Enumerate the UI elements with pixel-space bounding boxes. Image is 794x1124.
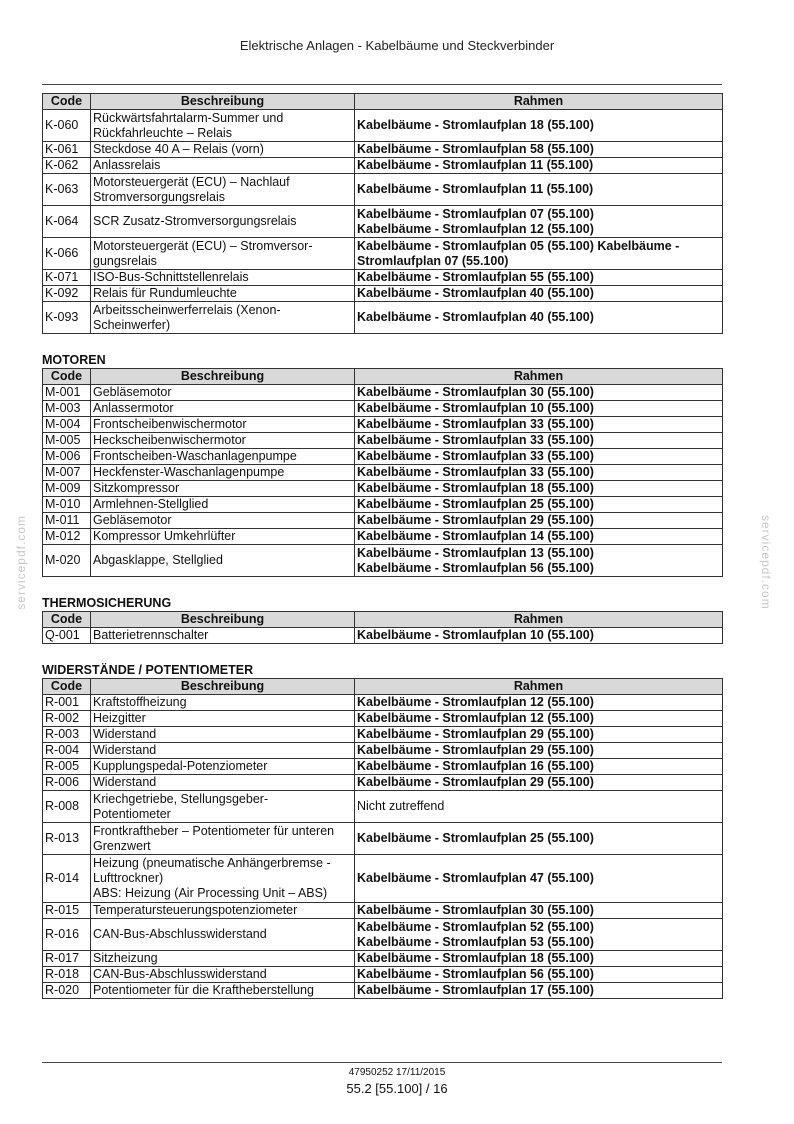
frame-line: Kabelbäume - Stromlaufplan 40 (55.100) <box>357 286 594 300</box>
column-header-code: Code <box>43 369 91 385</box>
column-header-description: Beschreibung <box>91 369 355 385</box>
frame-line: Stromlaufplan 07 (55.100) <box>357 253 509 268</box>
frame-line: Kabelbäume - Stromlaufplan 17 (55.100) <box>357 983 594 997</box>
row-code: R-003 <box>43 727 91 743</box>
row-code: M-009 <box>43 481 91 497</box>
row-frame <box>355 513 723 529</box>
description-line: Stromversorgungsrelais <box>93 189 225 204</box>
description-line: Kupplungspedal-Potenziometer <box>93 759 268 773</box>
row-frame <box>355 628 723 644</box>
row-code: M-020 <box>43 545 91 577</box>
row-description <box>91 142 355 158</box>
row-code: M-003 <box>43 401 91 417</box>
row-description <box>91 628 355 644</box>
frame-line: Kabelbäume - Stromlaufplan 18 (55.100) <box>357 118 594 132</box>
description-line: ISO-Bus-Schnittstellenrelais <box>93 270 249 284</box>
description-line: Heckfenster-Waschanlagenpumpe <box>93 465 285 479</box>
table-row <box>43 385 723 401</box>
table-row <box>43 983 723 999</box>
description-line: Abgasklappe, Stellglied <box>93 553 223 567</box>
table-row <box>43 142 723 158</box>
description-line: Gebläsemotor <box>93 385 172 399</box>
row-code: K-064 <box>43 206 91 238</box>
frame-line: Kabelbäume - Stromlaufplan 52 (55.100) <box>357 919 594 934</box>
section-title: WIDERSTÄNDE / POTENTIOMETER <box>42 663 254 677</box>
row-code: K-063 <box>43 174 91 206</box>
row-code: K-060 <box>43 110 91 142</box>
description-line: CAN-Bus-Abschlusswiderstand <box>93 927 267 941</box>
row-description <box>91 417 355 433</box>
frame-line: Kabelbäume - Stromlaufplan 29 (55.100) <box>357 727 594 741</box>
description-line: Relais für Rundumleuchte <box>93 286 237 300</box>
row-frame <box>355 529 723 545</box>
row-code: K-061 <box>43 142 91 158</box>
section-gap <box>42 577 722 595</box>
row-frame <box>355 727 723 743</box>
footer-doc-number: 47950252 17/11/2015 <box>348 1067 446 1078</box>
watermark-left: servicepdf.com <box>14 515 28 610</box>
row-description <box>91 903 355 919</box>
components-table <box>42 678 723 999</box>
table-row <box>43 433 723 449</box>
row-description <box>91 385 355 401</box>
header-divider <box>42 84 722 85</box>
row-code: R-014 <box>43 855 91 903</box>
row-description <box>91 855 355 903</box>
table-row <box>43 759 723 775</box>
row-frame <box>355 110 723 142</box>
table-row <box>43 628 723 644</box>
table-row <box>43 919 723 951</box>
description-line: Frontscheibenwischermotor <box>93 417 247 431</box>
frame-line: Kabelbäume - Stromlaufplan 11 (55.100) <box>357 182 594 196</box>
table-header-row <box>43 94 723 110</box>
frame-line: Kabelbäume - Stromlaufplan 12 (55.100) <box>357 695 594 709</box>
row-frame <box>355 903 723 919</box>
frame-line: Kabelbäume - Stromlaufplan 05 (55.100) Kabelbäume - <box>357 238 680 253</box>
table-header-row <box>43 369 723 385</box>
row-description <box>91 529 355 545</box>
row-description <box>91 513 355 529</box>
frame-line: Kabelbäume - Stromlaufplan 07 (55.100) <box>357 206 594 221</box>
frame-line: Kabelbäume - Stromlaufplan 33 (55.100) <box>357 465 594 479</box>
column-header-code: Code <box>43 94 91 110</box>
row-code: K-062 <box>43 158 91 174</box>
table-row <box>43 529 723 545</box>
frame-line: Kabelbäume - Stromlaufplan 33 (55.100) <box>357 417 594 431</box>
components-table <box>42 611 723 644</box>
row-description <box>91 695 355 711</box>
section-gap <box>42 334 722 352</box>
frame-line: Kabelbäume - Stromlaufplan 10 (55.100) <box>357 628 594 642</box>
description-line: Lufttrockner) <box>93 871 164 885</box>
row-description <box>91 759 355 775</box>
row-frame <box>355 545 723 577</box>
table-row <box>43 174 723 206</box>
table-row <box>43 903 723 919</box>
table-row <box>43 951 723 967</box>
description-line: Kriechgetriebe, Stellungsgeber- <box>93 791 269 806</box>
row-description <box>91 302 355 334</box>
column-header-description: Beschreibung <box>91 94 355 110</box>
table-row <box>43 711 723 727</box>
row-code: R-018 <box>43 967 91 983</box>
description-line: Motorsteuergerät (ECU) – Nachlauf <box>93 174 290 189</box>
table-row <box>43 158 723 174</box>
row-code: M-004 <box>43 417 91 433</box>
row-code: K-066 <box>43 238 91 270</box>
table-row <box>43 743 723 759</box>
description-line: ABS: Heizung (Air Processing Unit – ABS) <box>93 886 328 900</box>
row-frame <box>355 417 723 433</box>
frame-line: Kabelbäume - Stromlaufplan 29 (55.100) <box>357 743 594 757</box>
frame-line: Kabelbäume - Stromlaufplan 30 (55.100) <box>357 385 594 399</box>
page-header-title: Elektrische Anlagen - Kabelbäume und Steckverbinder <box>239 38 555 53</box>
table-row <box>43 302 723 334</box>
row-code: K-093 <box>43 302 91 334</box>
row-frame <box>355 465 723 481</box>
row-code: R-006 <box>43 775 91 791</box>
document-content <box>42 93 722 999</box>
row-description <box>91 481 355 497</box>
row-frame <box>355 385 723 401</box>
row-frame <box>355 401 723 417</box>
description-line: Motorsteuergerät (ECU) – Stromversor- <box>93 238 313 253</box>
frame-line: Kabelbäume - Stromlaufplan 58 (55.100) <box>357 142 594 156</box>
row-frame <box>355 270 723 286</box>
table-header-row <box>43 679 723 695</box>
row-code: R-015 <box>43 903 91 919</box>
description-line: Arbeitsscheinwerferrelais (Xenon- <box>93 302 281 317</box>
row-code: R-004 <box>43 743 91 759</box>
description-line: Kraftstoffheizung <box>93 695 187 709</box>
row-code: R-013 <box>43 823 91 855</box>
description-line: Scheinwerfer) <box>93 317 171 332</box>
row-frame <box>355 433 723 449</box>
row-frame <box>355 206 723 238</box>
row-description <box>91 206 355 238</box>
frame-line: Kabelbäume - Stromlaufplan 10 (55.100) <box>357 401 594 415</box>
frame-line: Kabelbäume - Stromlaufplan 14 (55.100) <box>357 529 594 543</box>
description-line: Widerstand <box>93 775 157 789</box>
frame-line: Kabelbäume - Stromlaufplan 11 (55.100) <box>357 158 594 172</box>
column-header-code: Code <box>43 679 91 695</box>
row-description <box>91 433 355 449</box>
description-line: Gebläsemotor <box>93 513 172 527</box>
frame-line: Kabelbäume - Stromlaufplan 12 (55.100) <box>357 221 594 236</box>
row-frame <box>355 142 723 158</box>
row-code: R-002 <box>43 711 91 727</box>
row-frame <box>355 951 723 967</box>
description-line: Heizgitter <box>93 711 146 725</box>
description-line: Rückwärtsfahrtalarm-Summer und <box>93 110 284 125</box>
description-line: Frontkraftheber – Potentiometer für unteren <box>93 823 335 838</box>
table-row <box>43 695 723 711</box>
row-frame <box>355 743 723 759</box>
row-description <box>91 174 355 206</box>
table-header-row <box>43 612 723 628</box>
row-code: R-005 <box>43 759 91 775</box>
row-code: R-001 <box>43 695 91 711</box>
frame-line: Kabelbäume - Stromlaufplan 18 (55.100) <box>357 481 594 495</box>
row-code: M-010 <box>43 497 91 513</box>
frame-line: Kabelbäume - Stromlaufplan 29 (55.100) <box>357 775 594 789</box>
description-line: Heckscheibenwischermotor <box>93 433 246 447</box>
description-line: CAN-Bus-Abschlusswiderstand <box>93 967 267 981</box>
row-frame <box>355 711 723 727</box>
row-description <box>91 465 355 481</box>
description-line: Heizung (pneumatische Anhängerbremse - <box>93 856 331 870</box>
table-row <box>43 513 723 529</box>
table-row <box>43 206 723 238</box>
row-description <box>91 270 355 286</box>
frame-line: Kabelbäume - Stromlaufplan 18 (55.100) <box>357 951 594 965</box>
table-row <box>43 545 723 577</box>
row-description <box>91 158 355 174</box>
row-description <box>91 449 355 465</box>
column-header-description: Beschreibung <box>91 679 355 695</box>
row-description <box>91 967 355 983</box>
description-line: Grenzwert <box>93 838 151 853</box>
row-frame <box>355 481 723 497</box>
table-row <box>43 967 723 983</box>
table-row <box>43 417 723 433</box>
frame-line: Kabelbäume - Stromlaufplan 25 (55.100) <box>357 831 594 845</box>
table-row <box>43 823 723 855</box>
table-row <box>43 238 723 270</box>
row-description <box>91 823 355 855</box>
column-header-frame: Rahmen <box>355 612 723 628</box>
frame-line: Kabelbäume - Stromlaufplan 25 (55.100) <box>357 497 594 511</box>
frame-line: Kabelbäume - Stromlaufplan 13 (55.100) <box>357 545 594 560</box>
row-code: R-020 <box>43 983 91 999</box>
table-row <box>43 270 723 286</box>
row-code: M-006 <box>43 449 91 465</box>
row-description <box>91 791 355 823</box>
row-description <box>91 238 355 270</box>
description-line: Temperatursteuerungspotenziometer <box>93 903 298 917</box>
row-description <box>91 919 355 951</box>
row-description <box>91 497 355 513</box>
table-row <box>43 286 723 302</box>
column-header-code: Code <box>43 612 91 628</box>
row-code: K-071 <box>43 270 91 286</box>
description-line: Batterietrennschalter <box>93 628 209 642</box>
watermark-right: servicepdf.com <box>759 515 773 610</box>
row-description <box>91 743 355 759</box>
table-row <box>43 497 723 513</box>
frame-line: Kabelbäume - Stromlaufplan 55 (55.100) <box>357 270 594 284</box>
description-line: Potentiometer <box>93 806 171 821</box>
row-frame <box>355 983 723 999</box>
table-row <box>43 481 723 497</box>
row-frame <box>355 823 723 855</box>
components-table <box>42 368 723 577</box>
row-description <box>91 775 355 791</box>
row-description <box>91 951 355 967</box>
column-header-frame: Rahmen <box>355 679 723 695</box>
frame-line: Kabelbäume - Stromlaufplan 40 (55.100) <box>357 310 594 324</box>
column-header-description: Beschreibung <box>91 612 355 628</box>
frame-line: Kabelbäume - Stromlaufplan 16 (55.100) <box>357 759 594 773</box>
row-code: M-012 <box>43 529 91 545</box>
row-description <box>91 110 355 142</box>
table-row <box>43 110 723 142</box>
frame-line: Kabelbäume - Stromlaufplan 47 (55.100) <box>357 871 594 885</box>
row-code: R-008 <box>43 791 91 823</box>
description-line: Widerstand <box>93 727 157 741</box>
row-frame <box>355 775 723 791</box>
description-line: Anlassrelais <box>93 158 161 172</box>
table-row <box>43 449 723 465</box>
description-line: Potentiometer für die Kraftheberstellung <box>93 983 314 997</box>
row-code: M-005 <box>43 433 91 449</box>
row-code: M-001 <box>43 385 91 401</box>
column-header-frame: Rahmen <box>355 369 723 385</box>
row-description <box>91 727 355 743</box>
row-code: M-011 <box>43 513 91 529</box>
description-line: Sitzkompressor <box>93 481 180 495</box>
row-frame <box>355 286 723 302</box>
table-row <box>43 465 723 481</box>
row-frame <box>355 497 723 513</box>
frame-line: Kabelbäume - Stromlaufplan 53 (55.100) <box>357 934 594 949</box>
table-row <box>43 775 723 791</box>
description-line: Anlassermotor <box>93 401 174 415</box>
row-code: K-092 <box>43 286 91 302</box>
table-row <box>43 401 723 417</box>
description-line: Sitzheizung <box>93 951 158 965</box>
row-frame <box>355 449 723 465</box>
row-frame <box>355 695 723 711</box>
row-frame <box>355 302 723 334</box>
description-line: Kompressor Umkehrlüfter <box>93 529 236 543</box>
frame-line: Kabelbäume - Stromlaufplan 56 (55.100) <box>357 560 594 575</box>
row-code: Q-001 <box>43 628 91 644</box>
row-description <box>91 401 355 417</box>
row-frame <box>355 158 723 174</box>
table-row <box>43 727 723 743</box>
table-row <box>43 791 723 823</box>
frame-line: Kabelbäume - Stromlaufplan 33 (55.100) <box>357 433 594 447</box>
footer-divider <box>42 1062 722 1063</box>
frame-line: Kabelbäume - Stromlaufplan 30 (55.100) <box>357 903 594 917</box>
section-gap <box>42 644 722 662</box>
row-frame <box>355 238 723 270</box>
frame-line: Kabelbäume - Stromlaufplan 33 (55.100) <box>357 449 594 463</box>
row-code: M-007 <box>43 465 91 481</box>
table-row <box>43 855 723 903</box>
frame-line: Kabelbäume - Stromlaufplan 29 (55.100) <box>357 513 594 527</box>
row-frame <box>355 967 723 983</box>
row-description <box>91 286 355 302</box>
row-code: R-017 <box>43 951 91 967</box>
description-line: Frontscheiben-Waschanlagenpumpe <box>93 449 297 463</box>
row-frame <box>355 855 723 903</box>
section-title: MOTOREN <box>42 353 106 367</box>
description-line: SCR Zusatz-Stromversorgungsrelais <box>93 214 297 228</box>
column-header-frame: Rahmen <box>355 94 723 110</box>
row-frame <box>355 759 723 775</box>
row-description <box>91 545 355 577</box>
description-line: Rückfahrleuchte – Relais <box>93 125 232 140</box>
description-line: Armlehnen-Stellglied <box>93 497 209 511</box>
row-frame <box>355 791 723 823</box>
frame-line: Kabelbäume - Stromlaufplan 12 (55.100) <box>357 711 594 725</box>
description-line: Widerstand <box>93 743 157 757</box>
description-line: gungsrelais <box>93 253 157 268</box>
components-table <box>42 93 723 334</box>
row-frame <box>355 174 723 206</box>
row-frame <box>355 919 723 951</box>
footer-page-number: 55.2 [55.100] / 16 <box>346 1081 448 1096</box>
row-code: R-016 <box>43 919 91 951</box>
section-title: THERMOSICHERUNG <box>42 596 172 610</box>
row-description <box>91 983 355 999</box>
row-description <box>91 711 355 727</box>
description-line: Steckdose 40 A – Relais (vorn) <box>93 142 264 156</box>
frame-line: Kabelbäume - Stromlaufplan 56 (55.100) <box>357 967 594 981</box>
frame-line: Nicht zutreffend <box>357 799 445 813</box>
